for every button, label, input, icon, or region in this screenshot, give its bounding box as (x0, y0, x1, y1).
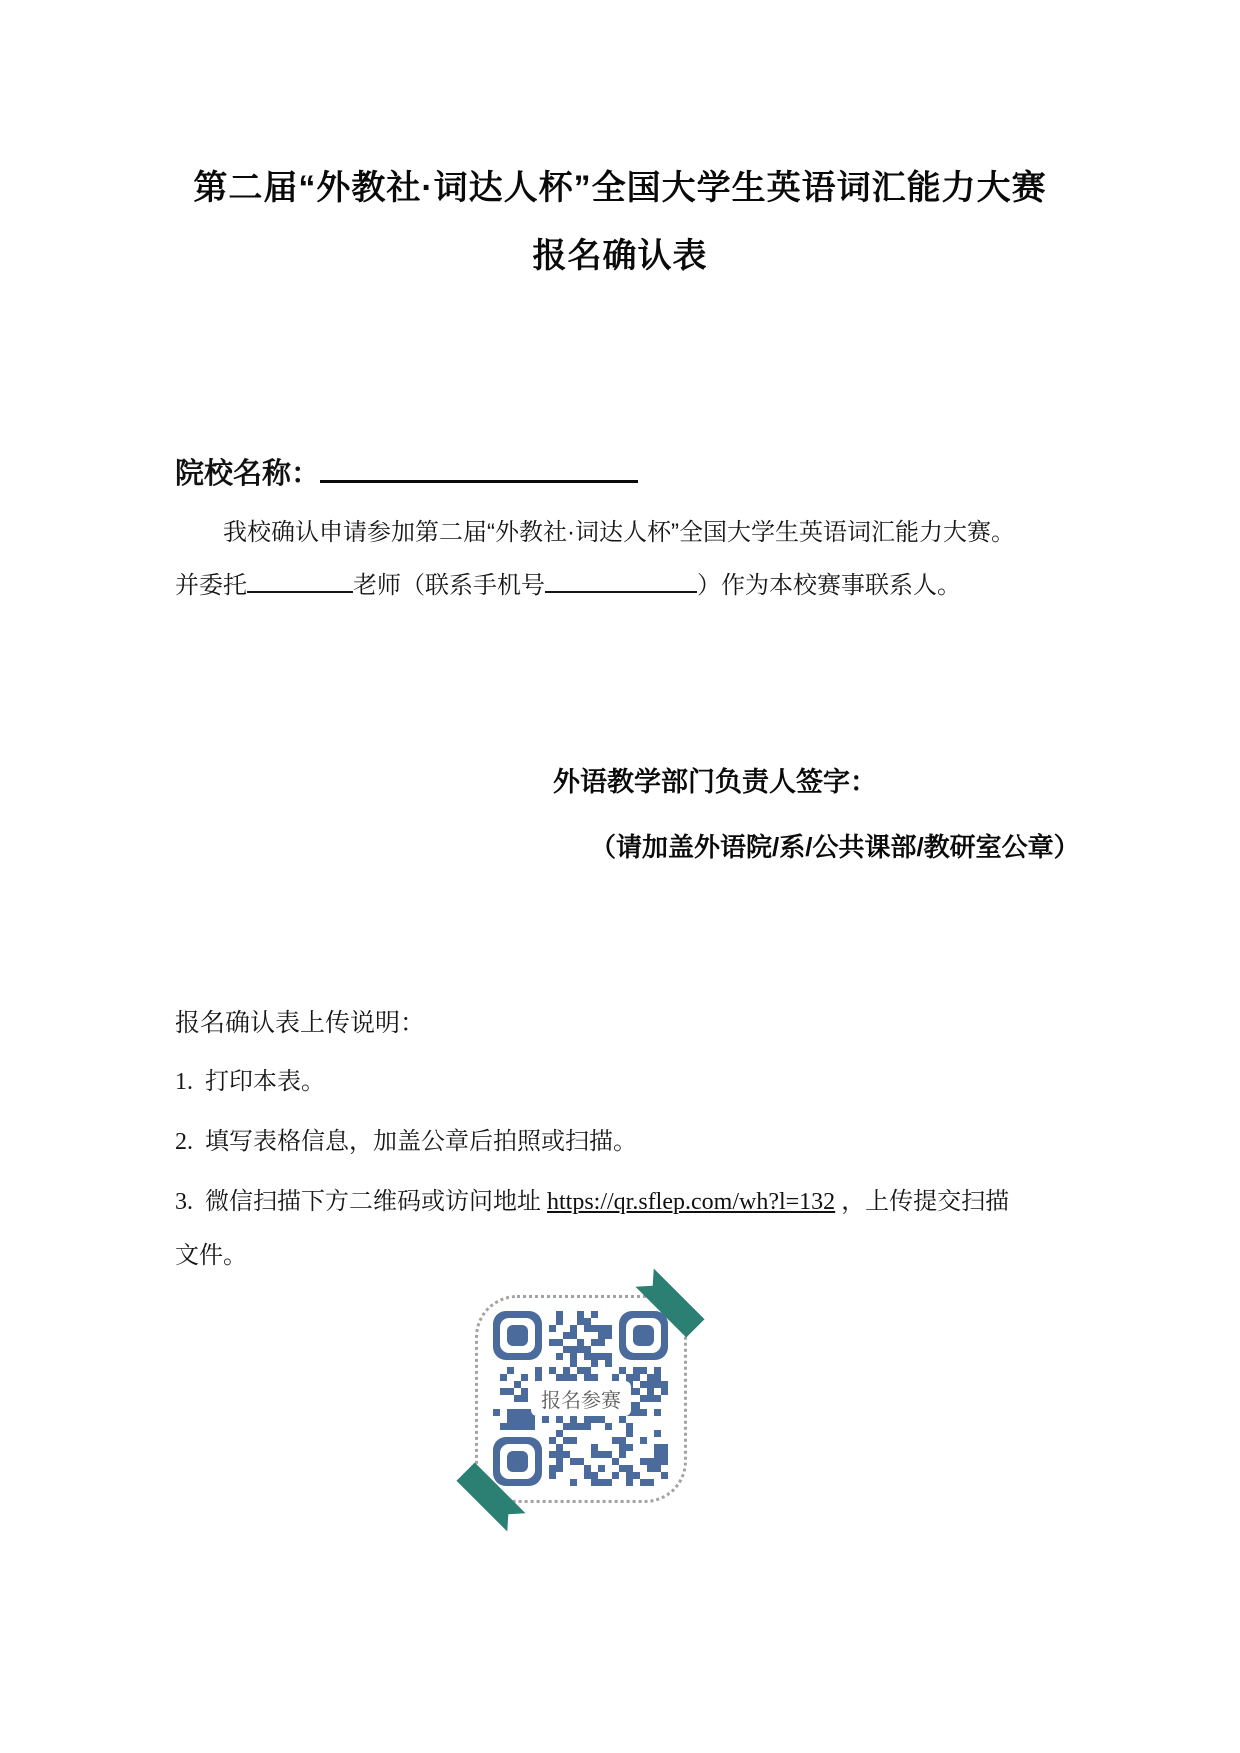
delegate-part1: 并委托 (175, 572, 247, 599)
item-1-text: 打印本表。 (205, 1068, 325, 1095)
delegate-sentence (175, 567, 1075, 604)
item-3-text-pre: 微信扫描下方二维码或访问地址 (205, 1188, 541, 1215)
instruction-item-3 (175, 1175, 1075, 1283)
confirmation-sentence: 我校确认申请参加第二届“外教社·词达人杯”全国大学生英语词汇能力大赛。 (223, 519, 1015, 546)
signature-label: 外语教学部门负责人签字： (553, 767, 877, 797)
document-title-line1: 第二届“外教社·词达人杯”全国大学生英语词汇能力大赛 (193, 169, 1047, 207)
delegate-part3: ）作为本校赛事联系人。 (697, 572, 961, 599)
phone-number-blank-field (545, 567, 697, 593)
instruction-item-1 (175, 1055, 1075, 1109)
document-title-line2: 报名确认表 (532, 237, 708, 275)
seal-note: （请加盖外语院/系/公共课部/教研室公章） (590, 832, 1080, 862)
teacher-name-blank-field (247, 567, 353, 593)
item-2-number: 2. (175, 1129, 193, 1155)
instruction-item-2 (175, 1115, 1075, 1169)
delegate-part2: 老师（联系手机号 (353, 572, 545, 599)
item-1-number: 1. (175, 1069, 193, 1095)
item-3-number: 3. (175, 1189, 193, 1215)
upload-url-link[interactable]: https://qr.sflep.com/wh?l=132 (547, 1189, 836, 1215)
item-2-text: 填写表格信息，加盖公章后拍照或扫描。 (205, 1128, 637, 1155)
school-name-label: 院校名称： (175, 458, 321, 490)
qr-code-block (475, 1295, 687, 1503)
upload-instructions-heading: 报名确认表上传说明： (175, 1009, 426, 1037)
school-name-row (175, 450, 638, 492)
qr-center-label: 报名参赛 (531, 1381, 631, 1416)
item-3-text-post1: ，上传提交扫描 (841, 1188, 1010, 1215)
school-name-blank-field (320, 450, 638, 483)
item-3-text-post2: 文件。 (175, 1242, 247, 1269)
